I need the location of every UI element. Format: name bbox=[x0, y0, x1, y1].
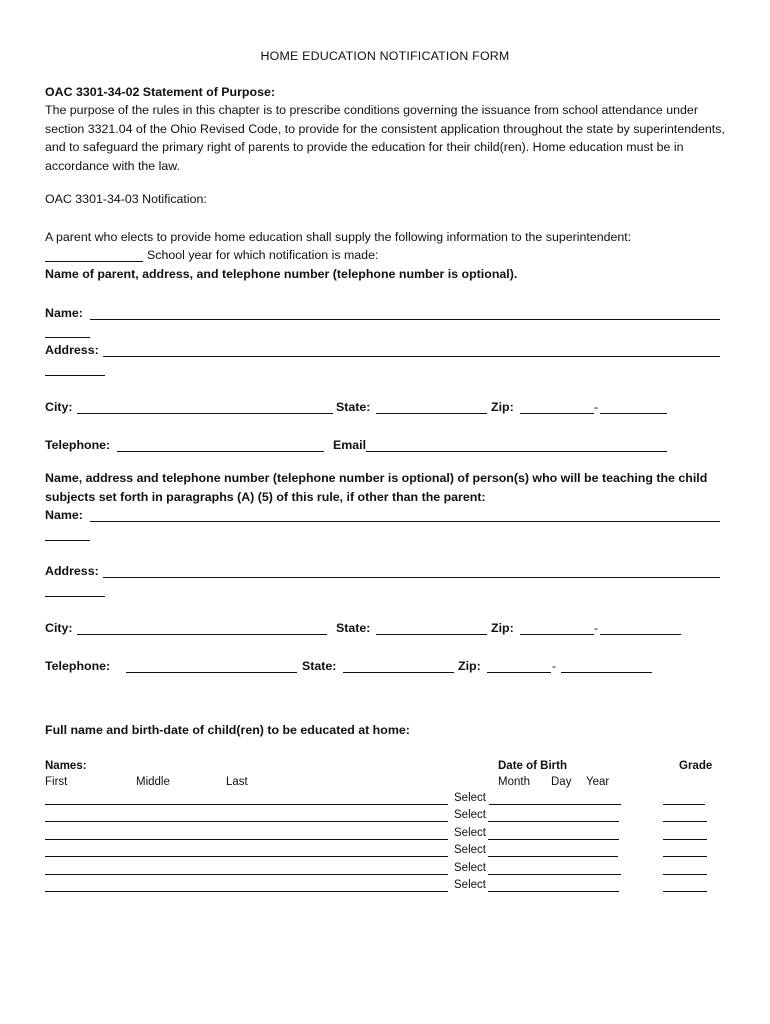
children-heading: Full name and birth-date of child(ren) to be educated at home: bbox=[45, 723, 410, 737]
teacher-state2-label: State: bbox=[302, 659, 337, 673]
child-name-input[interactable] bbox=[45, 856, 448, 857]
teacher-zip-ext-input[interactable] bbox=[600, 634, 681, 635]
teacher-heading: Name, address and telephone number (telephone number is optional) of person(s) who will be teaching the child subjects set forth in paragraphs (A) (5) of this rule, if other than the parent: bbox=[45, 471, 708, 504]
teacher-state-input[interactable] bbox=[376, 634, 487, 635]
teacher-city-input[interactable] bbox=[77, 634, 327, 635]
parent-name-label: Name: bbox=[45, 306, 83, 320]
month-header: Month bbox=[498, 776, 530, 788]
dob-select[interactable]: Select bbox=[454, 844, 486, 856]
dob-input[interactable] bbox=[488, 874, 621, 875]
child-name-input[interactable] bbox=[45, 891, 448, 892]
teacher-zip2-input[interactable] bbox=[487, 672, 551, 673]
parent-zip-dash: - bbox=[594, 400, 599, 414]
notification-intro: A parent who elects to provide home education shall supply the following information to the superintendent: bbox=[45, 230, 632, 244]
year-header: Year bbox=[586, 776, 610, 788]
dob-input[interactable] bbox=[489, 804, 621, 805]
teacher-address-input-cont[interactable] bbox=[45, 596, 105, 597]
parent-address-label: Address: bbox=[45, 343, 99, 357]
school-year-input[interactable] bbox=[45, 261, 143, 262]
teacher-zip-input[interactable] bbox=[520, 634, 594, 635]
notification-heading: OAC 3301-34-03 Notification: bbox=[45, 192, 207, 206]
school-year-label: School year for which notification is made: bbox=[147, 248, 379, 262]
dob-input[interactable] bbox=[488, 821, 619, 822]
parent-email-input[interactable] bbox=[366, 451, 667, 452]
grade-input[interactable] bbox=[663, 874, 707, 875]
names-header: Names: bbox=[45, 760, 87, 772]
dob-select[interactable]: Select bbox=[454, 879, 486, 891]
child-name-input[interactable] bbox=[45, 874, 448, 875]
purpose-heading: OAC 3301-34-02 Statement of Purpose: bbox=[45, 85, 275, 99]
grade-input[interactable] bbox=[663, 856, 707, 857]
parent-state-label: State: bbox=[336, 400, 371, 414]
parent-name-input-cont[interactable] bbox=[45, 337, 90, 338]
last-header: Last bbox=[226, 776, 248, 788]
dob-input[interactable] bbox=[488, 891, 619, 892]
dob-select[interactable]: Select bbox=[454, 809, 486, 821]
parent-city-input[interactable] bbox=[77, 413, 333, 414]
child-name-input[interactable] bbox=[45, 821, 448, 822]
parent-email-label: Email bbox=[333, 438, 367, 452]
middle-header: Middle bbox=[136, 776, 170, 788]
parent-zip-label: Zip: bbox=[491, 400, 514, 414]
parent-address-input[interactable] bbox=[103, 356, 720, 357]
teacher-telephone-label: Telephone: bbox=[45, 659, 111, 673]
parent-telephone-input[interactable] bbox=[117, 451, 324, 452]
first-header: First bbox=[45, 776, 68, 788]
form-title: HOME EDUCATION NOTIFICATION FORM bbox=[260, 49, 510, 63]
parent-name-input[interactable] bbox=[90, 319, 720, 320]
parent-heading: Name of parent, address, and telephone number (telephone number is optional). bbox=[45, 267, 518, 281]
teacher-zip2-ext-input[interactable] bbox=[561, 672, 652, 673]
dob-input[interactable] bbox=[488, 856, 618, 857]
child-name-input[interactable] bbox=[45, 839, 448, 840]
grade-input[interactable] bbox=[663, 804, 705, 805]
teacher-state2-input[interactable] bbox=[343, 672, 454, 673]
purpose-text: The purpose of the rules in this chapter is to prescribe conditions governing the issuance from school attendance under section 3321.04 of the Ohio Revised Code, to provide for the consistent application throughout the state by superintendents, and to safeguard the primary right of parents to provide the education for their child(ren). Home education must be in accordance with the law. bbox=[45, 103, 725, 173]
teacher-name-label: Name: bbox=[45, 508, 83, 522]
grade-input[interactable] bbox=[663, 891, 707, 892]
parent-city-label: City: bbox=[45, 400, 73, 414]
teacher-name-input[interactable] bbox=[90, 521, 720, 522]
parent-telephone-label: Telephone: bbox=[45, 438, 111, 452]
grade-input[interactable] bbox=[663, 839, 707, 840]
teacher-zip2-label: Zip: bbox=[458, 659, 481, 673]
dob-select[interactable]: Select bbox=[454, 792, 486, 804]
teacher-city-label: City: bbox=[45, 621, 73, 635]
teacher-zip2-dash: - bbox=[552, 659, 557, 673]
parent-zip-ext-input[interactable] bbox=[600, 413, 667, 414]
parent-address-input-cont[interactable] bbox=[45, 375, 105, 376]
grade-header: Grade bbox=[679, 760, 713, 772]
child-name-input[interactable] bbox=[45, 804, 448, 805]
dob-input[interactable] bbox=[488, 839, 619, 840]
teacher-address-label: Address: bbox=[45, 564, 99, 578]
parent-zip-input[interactable] bbox=[520, 413, 594, 414]
parent-state-input[interactable] bbox=[376, 413, 487, 414]
dob-select[interactable]: Select bbox=[454, 862, 486, 874]
teacher-name-input-cont[interactable] bbox=[45, 540, 90, 541]
teacher-address-input[interactable] bbox=[103, 577, 720, 578]
grade-input[interactable] bbox=[663, 821, 707, 822]
day-header: Day bbox=[551, 776, 572, 788]
teacher-state-label: State: bbox=[336, 621, 371, 635]
dob-select[interactable]: Select bbox=[454, 827, 486, 839]
teacher-zip-label: Zip: bbox=[491, 621, 514, 635]
teacher-zip-dash: - bbox=[594, 621, 599, 635]
teacher-telephone-input[interactable] bbox=[126, 672, 297, 673]
dob-header: Date of Birth bbox=[498, 760, 567, 772]
